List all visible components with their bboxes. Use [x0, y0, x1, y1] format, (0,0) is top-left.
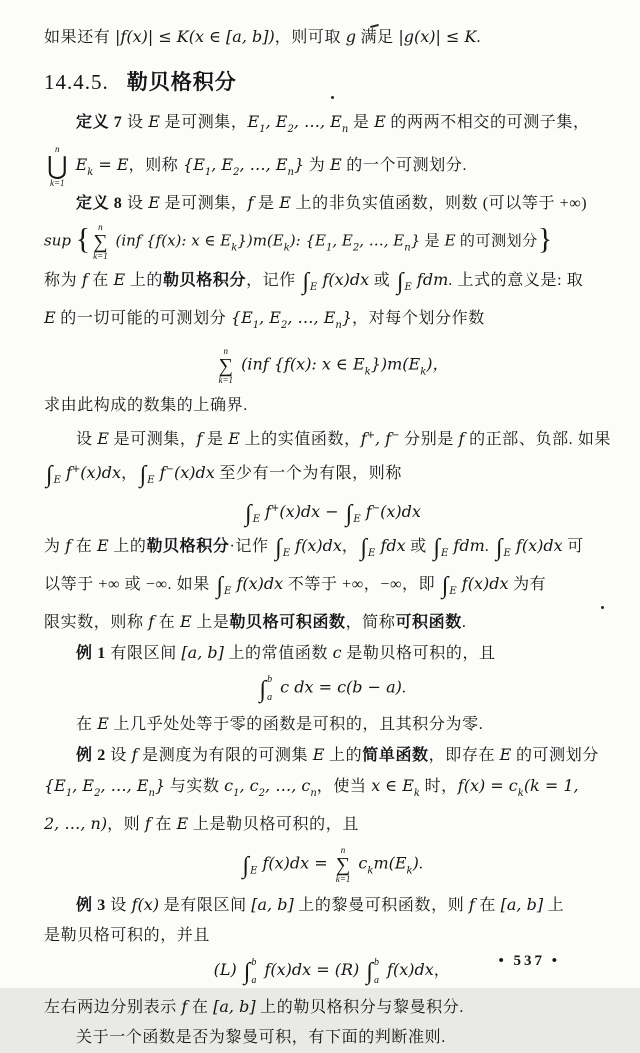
text-segment: f	[181, 996, 188, 1016]
summation-operator: n ∑ k=1	[335, 845, 351, 885]
text-segment: 上的实值函数，	[239, 431, 361, 449]
text-segment: E	[224, 586, 232, 598]
text-segment: }	[410, 231, 421, 250]
text-segment: }	[293, 155, 305, 175]
text-segment: ，记作	[246, 272, 301, 290]
text-segment: = E	[93, 155, 129, 175]
text-segment: ，即存在	[428, 747, 500, 765]
zero-ae-line	[44, 709, 620, 740]
text-segment: f	[260, 502, 272, 522]
definition-8-line	[44, 188, 620, 219]
text-segment: 是可测集，	[159, 195, 248, 213]
text-segment: E	[503, 548, 511, 560]
text-segment: .	[484, 538, 494, 556]
text-segment: 有限区间	[105, 645, 182, 663]
integral-sign: ∫	[360, 535, 368, 562]
integral-sign: ∫	[275, 535, 282, 562]
text-segment: .	[418, 855, 424, 873]
text-segment: 是有限区间	[159, 897, 252, 915]
text-segment: })m(E	[237, 231, 284, 250]
text-segment: f	[196, 429, 203, 449]
text-segment: 定义 8	[76, 195, 123, 213]
integral-sign: ∫	[243, 959, 251, 986]
text-segment: E	[97, 714, 109, 734]
integral-sign: ∫	[46, 462, 53, 489]
text-segment: 上的	[125, 272, 164, 290]
text-segment: k	[283, 242, 290, 254]
at-least-one-finite-line	[44, 455, 620, 496]
scan-artifact	[331, 96, 334, 99]
text-segment: |f(x)| ≤ K(x ∈ [a, b])	[115, 27, 275, 46]
text-segment: 是	[202, 431, 229, 449]
text-segment: E	[499, 745, 512, 765]
text-segment: n	[341, 124, 349, 135]
text-segment: f	[131, 745, 138, 765]
text-segment: 上的	[324, 747, 363, 765]
text-segment: E	[70, 155, 88, 175]
integrable-function-line	[44, 607, 620, 638]
text-segment: E	[282, 548, 291, 560]
text-segment: n	[335, 320, 342, 332]
text-segment: 2	[280, 320, 288, 332]
text-segment: 是	[348, 114, 375, 131]
text-segment: 至少有一个为有限，则称	[214, 465, 402, 483]
text-segment: f(x)	[131, 895, 160, 915]
text-segment: 在	[76, 716, 98, 734]
text-segment: f	[148, 612, 155, 632]
integral-sign: ∫	[242, 852, 250, 879]
integral-sign: ∫	[433, 535, 441, 562]
text-segment: 1	[233, 788, 240, 800]
text-segment: 勒贝格积分	[163, 272, 247, 290]
text-segment: 2	[233, 167, 240, 179]
text-segment: f	[468, 895, 475, 915]
definition-7-line-2	[44, 145, 620, 188]
text-segment: 以等于 +∞ 或 −∞. 如果	[44, 576, 215, 594]
text-segment: 求由此构成的数集的上确界.	[44, 397, 248, 415]
integral-sign: ∫	[495, 535, 503, 562]
text-segment: 的一个可测划分.	[341, 157, 468, 175]
scan-artifact	[601, 606, 604, 609]
text-segment: f(x)dx = (R)	[259, 960, 365, 980]
text-segment: k	[87, 167, 94, 179]
text-segment: f(x)dx	[510, 536, 563, 556]
text-segment: k	[231, 242, 238, 254]
text-segment: 与实数	[165, 778, 225, 796]
text-segment: 设	[105, 747, 132, 765]
text-segment: [a, b]	[181, 643, 224, 663]
text-segment: n	[404, 242, 411, 254]
text-segment: k	[367, 865, 374, 877]
difference-formula	[44, 496, 620, 531]
text-segment: ，使当	[316, 778, 372, 796]
text-segment: ，	[433, 962, 451, 980]
text-segment: ): {E	[289, 231, 326, 250]
text-segment: E	[176, 814, 189, 834]
text-segment: , …, E	[359, 231, 405, 250]
text-segment: E	[329, 155, 342, 175]
text-segment: )	[412, 853, 419, 873]
integral-sign: ∫	[216, 573, 224, 600]
text-segment: 的正部、负部. 如果	[464, 431, 612, 449]
integral-sign: ∫	[396, 269, 404, 296]
text-segment: c dx = c(b − a)	[275, 677, 402, 697]
text-segment: {E	[44, 776, 66, 796]
text-segment: , E	[72, 776, 95, 796]
text-segment: , E	[211, 155, 234, 175]
text-segment: , E	[265, 112, 288, 131]
page-number: • 537 •	[498, 953, 560, 969]
text-segment: −	[391, 430, 400, 442]
text-segment: 的可测划分	[511, 747, 599, 765]
text-segment: 2	[287, 124, 294, 135]
text-segment: })m(E	[370, 354, 421, 374]
text-segment: 例 2	[76, 747, 106, 765]
text-segment: (x)dx	[80, 463, 122, 483]
integral-sign: ∫	[345, 501, 353, 528]
text-segment: n	[287, 167, 294, 179]
text-segment: )，	[426, 354, 449, 374]
text-segment: 2	[352, 242, 360, 254]
summation-operator: n ∑ k=1	[93, 222, 108, 262]
both-sides-line	[44, 992, 620, 1023]
text-segment: g	[345, 27, 356, 46]
text-segment: f	[154, 463, 166, 483]
text-segment: .	[401, 679, 407, 697]
text-segment: |g(x)| ≤ K	[398, 27, 477, 46]
text-segment: ·记作	[229, 538, 274, 556]
text-segment: E	[444, 231, 456, 250]
text-segment: 或	[405, 538, 432, 556]
text-segment: c	[332, 643, 342, 663]
simple-function-formula	[44, 840, 620, 890]
sup-formula	[44, 219, 620, 265]
text-segment: , …, E	[287, 308, 336, 328]
example-2-line-2	[44, 771, 620, 809]
text-segment: E	[148, 112, 160, 131]
text-segment: 是测度为有限的可测集	[137, 747, 313, 765]
text-segment: 设	[122, 195, 149, 213]
text-segment: f(x)dx	[290, 536, 342, 556]
text-segment: 限实数，则称	[44, 614, 149, 632]
text-segment: E	[97, 429, 109, 449]
definition-7-line-1	[44, 107, 620, 145]
text-segment: +	[271, 503, 280, 515]
positive-negative-part-line	[44, 421, 620, 455]
text-segment: 为	[304, 157, 330, 175]
text-segment: ，	[341, 538, 359, 556]
text-segment: ，	[121, 465, 138, 483]
text-segment: f(x)dx =	[257, 853, 333, 873]
text-segment: f	[65, 536, 72, 556]
text-segment: 是勒贝格可积的，并且	[44, 927, 211, 945]
text-segment: 在	[474, 897, 501, 915]
text-segment: ，则称	[128, 157, 184, 175]
text-segment: 14.4.5.	[44, 70, 109, 94]
text-segment: E	[252, 514, 261, 526]
text-segment: 不等于 +∞，−∞，即	[283, 576, 440, 594]
text-segment: 上是	[191, 614, 230, 632]
summation-operator: n ∑ k=1	[218, 346, 234, 386]
integral-limits: b a	[267, 674, 273, 704]
text-segment: (inf {f(x): x ∈ E	[110, 231, 232, 250]
text-segment: 在	[87, 272, 114, 290]
text-segment: 设	[122, 114, 149, 131]
all-partitions-line	[44, 303, 620, 341]
text-segment: E	[404, 282, 412, 294]
text-segment: 上几乎处处等于零的函数是可积的，且其积分为零.	[108, 716, 484, 734]
text-segment: k	[406, 865, 413, 877]
text-segment: 关于一个函数是否为黎曼可积，有下面的判断准则.	[76, 1028, 446, 1046]
text-segment: 定义 7	[76, 114, 123, 131]
text-segment: , …, c	[265, 776, 311, 796]
text-segment: ，对每个划分作数	[352, 310, 485, 328]
criterion-line	[44, 1023, 620, 1053]
text-segment: 分别是	[399, 431, 459, 449]
text-segment: , …, E	[100, 776, 149, 796]
text-segment: }	[341, 308, 353, 328]
text-segment: k	[420, 366, 427, 378]
text-segment: f(x) = c	[457, 776, 518, 796]
brace: }	[537, 222, 553, 256]
text-segment: (x)dx	[173, 463, 215, 483]
text-segment: sup	[44, 231, 76, 250]
text-segment: 是可测集，	[108, 431, 197, 449]
text-segment: 勒贝格可积函数	[229, 614, 346, 632]
text-segment: fdx	[375, 536, 406, 556]
text-segment: m(E	[373, 853, 407, 873]
example-2-line-3	[44, 809, 620, 840]
integral-sign: ∫	[259, 676, 267, 703]
text-segment: −	[371, 503, 381, 515]
text-segment: +	[71, 464, 81, 476]
text-segment: , c	[239, 776, 259, 796]
text-segment: 2	[258, 788, 266, 800]
text-segment: 上的勒贝格积分与黎曼积分.	[255, 998, 464, 1016]
text-segment: 1	[204, 167, 212, 179]
text-segment: k	[517, 788, 524, 800]
text-segment: . 上式的意义是: 取	[448, 272, 584, 290]
text-segment: E	[44, 308, 56, 328]
text-segment: [a, b]	[213, 996, 256, 1016]
text-segment: 如果还有	[44, 29, 116, 46]
text-segment: 可积函数	[395, 614, 462, 632]
infinity-line	[44, 569, 620, 607]
text-segment: 2	[94, 788, 101, 800]
text-segment: f	[144, 814, 151, 834]
text-segment: (x)dx	[380, 502, 421, 522]
text-segment: 设	[105, 897, 132, 915]
text-segment: 1	[259, 124, 266, 135]
integral-limits: b a	[373, 956, 379, 986]
text-segment: 满足	[355, 29, 399, 46]
text-segment: E	[441, 548, 449, 560]
text-segment: f(x)dx	[456, 574, 509, 594]
text-segment: , f	[375, 429, 392, 449]
text-segment: (x)dx −	[279, 502, 344, 522]
text-segment: , …, E	[239, 155, 288, 175]
text-segment: E	[449, 586, 457, 598]
text-segment: f	[458, 429, 465, 449]
text-segment: E	[53, 475, 61, 487]
text-segment: 是勒贝格可积的，且	[341, 645, 496, 663]
text-segment: c	[224, 776, 234, 796]
text-segment: 例 3	[76, 897, 106, 915]
text-segment: x ∈ E	[371, 776, 414, 796]
text-segment: c	[353, 853, 368, 873]
text-segment: 在	[150, 816, 177, 834]
text-segment: −	[165, 464, 174, 476]
text-segment: {E	[230, 308, 253, 328]
text-segment: 为	[44, 538, 66, 556]
text-segment: 例 1	[76, 645, 106, 663]
text-segment: 可	[562, 538, 584, 556]
general-lebesgue-integral-line	[44, 531, 620, 569]
brace: {	[75, 222, 91, 256]
text-segment: E	[179, 612, 192, 632]
text-segment: f	[81, 270, 88, 290]
text-segment: f	[360, 429, 367, 449]
text-segment: E	[279, 193, 291, 213]
text-segment: 的一切可能的可测划分	[55, 310, 231, 328]
text-segment: 在	[187, 998, 214, 1016]
text-segment: }	[154, 776, 166, 796]
text-segment: n	[148, 788, 155, 800]
text-segment: fdm	[448, 536, 485, 556]
text-segment: 设	[76, 431, 98, 449]
text-segment: E	[148, 193, 160, 213]
text-segment: E	[113, 270, 126, 290]
text-segment: , E	[259, 308, 281, 328]
sum-inf-formula	[44, 341, 620, 391]
text-segment: k	[413, 788, 420, 800]
text-segment: E	[228, 429, 240, 449]
integral-limits: b a	[251, 956, 257, 986]
text-segment: f(x)dx	[381, 960, 434, 980]
text-segment: 在	[154, 614, 180, 632]
text-segment: f(x)dx	[317, 270, 370, 290]
text-segment: 勒贝格积分	[126, 70, 237, 94]
supremum-line	[44, 391, 620, 421]
intro-line	[44, 22, 620, 53]
text-segment: (L)	[213, 960, 242, 980]
text-segment: E	[368, 548, 376, 560]
text-segment: 上	[543, 897, 565, 915]
constant-integral-formula	[44, 669, 620, 709]
text-segment: 2, …, n)	[44, 814, 108, 834]
text-segment: 1	[65, 788, 73, 800]
integral-sign: ∫	[139, 462, 147, 489]
text-segment: .	[476, 29, 482, 46]
text-segment: ，简称	[345, 614, 396, 632]
text-segment: 的两两不相交的可测子集，	[385, 114, 590, 131]
text-segment: {E	[183, 155, 205, 175]
text-segment: f	[360, 502, 372, 522]
text-segment: k	[364, 366, 371, 378]
integral-sign: ∫	[302, 269, 310, 296]
text-segment: 上是勒贝格可积的，且	[188, 816, 359, 834]
text-segment: .	[461, 614, 467, 632]
text-segment: [a, b]	[251, 895, 294, 915]
example-3-line-1	[44, 890, 620, 921]
example-1-line	[44, 638, 620, 669]
text-segment: 简单函数	[362, 747, 429, 765]
text-segment: 左右两边分别表示	[44, 998, 182, 1016]
integral-sign: ∫	[366, 959, 373, 986]
text-segment: 上的	[108, 538, 147, 556]
text-segment: 勒贝格积分	[146, 538, 230, 556]
text-segment: 是	[253, 195, 280, 213]
text-segment: 或	[369, 272, 395, 290]
text-segment: 是可测集，	[159, 114, 248, 131]
text-segment: +	[366, 430, 376, 442]
text-segment: 上的非负实值函数，则数 (可以等于 +∞)	[290, 195, 588, 213]
text-segment: (k = 1,	[523, 776, 579, 796]
text-segment: E	[310, 282, 318, 294]
text-segment: (inf {f(x): x ∈ E	[236, 354, 365, 374]
text-segment: ，则可取	[274, 29, 346, 46]
text-segment: 1	[325, 242, 333, 254]
text-segment: , …, E	[293, 112, 342, 131]
text-segment: n	[310, 788, 317, 800]
example-3-line-2	[44, 921, 620, 951]
text-segment: 上的黎曼可积函数，则	[293, 897, 469, 915]
text-segment: f	[60, 463, 72, 483]
integral-sign: ∫	[245, 501, 252, 528]
text-segment: 时，	[419, 778, 458, 796]
section-heading	[44, 67, 620, 97]
text-segment: E	[353, 514, 361, 526]
example-2-line-1	[44, 740, 620, 771]
text-segment: ，则	[107, 816, 145, 834]
lebesgue-integral-naming-line	[44, 265, 620, 303]
integral-sign: ∫	[441, 573, 449, 600]
text-segment: 是	[420, 233, 445, 250]
text-segment: E	[247, 112, 260, 131]
text-segment: E	[374, 112, 386, 131]
text-segment: f	[247, 193, 254, 213]
text-segment: 上的常值函数	[223, 645, 333, 663]
text-segment: 在	[71, 538, 97, 556]
text-segment: E	[312, 745, 325, 765]
text-segment: 称为	[44, 272, 82, 290]
text-segment: 的可测划分	[455, 233, 538, 250]
text-segment: E	[250, 865, 258, 877]
text-segment: E	[147, 475, 155, 487]
text-segment: 为有	[508, 576, 547, 594]
text-segment: fdm	[411, 270, 449, 290]
text-segment: E	[96, 536, 109, 556]
text-segment: f(x)dx	[231, 574, 284, 594]
text-segment: 1	[252, 320, 260, 332]
text-segment: [a, b]	[500, 895, 544, 915]
text-segment: , E	[332, 231, 353, 250]
union-operator: n ⋃ k=1	[47, 144, 68, 188]
